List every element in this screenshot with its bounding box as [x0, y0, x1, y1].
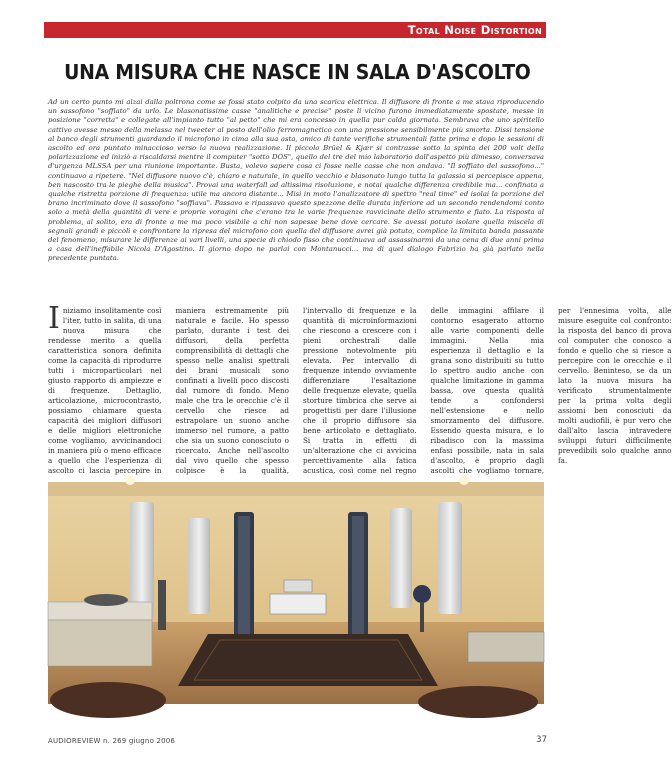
- article-title: UNA MISURA CHE NASCE IN SALA D'ASCOLTO: [64, 60, 531, 84]
- section-label: Total Noise Distortion: [407, 23, 542, 37]
- drop-cap: I: [48, 301, 60, 336]
- listening-room-illustration: [48, 482, 544, 704]
- article-body-text: niziamo insolitamente così l'iter, tutto in salita, di una nuova misura che rendesse merito a quella caratteristica sonora definita come la capacità di riprodurre tutti i microparticolari nel giusto rapporto di ampiezze e di frequenze. Dettaglio, articolazione, microcontrasto, possiamo chiamare questa capacità dei migliori diffusori e delle migliori elettroniche come vogliamo, avvicinandoci in maniera più o meno efficace a quello che l'esperienza di ascolto ci lascia percepire in maniera estremamente più naturale e facile. Ho spesso parlato, durante i test dei diffusori, della perfetta comprensibilità di dettagli che spesso nelle analisi spettrali dei brani musicali sono confinati a livelli poco discosti dal rumore di fondo. Meno male che tra le orecchie c'è il cervello che riesce ad estrapolare un suono anche immerso nel rumore, a patto che sia un suono conosciuto o ricercato. Anche nell'ascolto dal vivo quello che spesso colpisce è la qualità, l'intervallo di frequenze e la quantità di microinformazioni che riescono a crescere con i pieni orchestrali dalle pressione notevolmente più elevata. Per intervallo di frequenze intendo ovviamente differenziare l'esaltazione delle frequenze elevate, quella storture timbrica che serve ai progettisti per dare l'illusione che il proprio diffusore sia bene articolato e dettagliato. Si tratta in effetti di un'alterazione che ci avvicina percettivamente alla fatica acustica, così come nel regno delle immagini affilare il contorno esagerato attorno alle varie componenti delle immagini. Nella mia esperienza il dettaglio e la grana sono distribuiti su tutto lo spettro audio anche con qualche limitazione in gamma bassa, ove questa qualità tende a confondersi nell'estensione e nello smorzamento del diffusore. Essendo questa misura, e lo ribadisco con la massima enfasi possibile, nata in sala d'ascolto, è proprio dagli ascolti che vogliamo tornare, per l'ennesima volta, alle misure eseguite col confronto: la risposta del banco di prova col computer che conosco a fondo e quello che si riesce a percepire con le orecchie e il cervello. Beninteso, se da un lato la nuova misura ha verificato strumentalmente per la prima volta degli assiomi ben conosciuti da molti audiofili, è pur vero che dall'alto lascia intravedere sviluppi futuri difficilmente prevedibili solo qualche anno fa.: [48, 306, 672, 475]
- section-header-bar: [44, 22, 546, 38]
- article-intro: Ad un certo punto mi alzai dalla poltrona come se fossi stato colpito da una scarica elettrica. Il diffusore di fronte a me stava riproducendo un sassofono "soffiato" da urlo. Le blasonatissime casse "analitiche e precise" poste li vicino furono immediatamente spostate, messe in posizione "corretta" e collegate all'impianto tutto "al petto" che mi era concesso in quella pur calda giornata. Sembrava che uno spiritello cattivo avesse messo della melassa nel tweeter al posto dell'olio ferromagnetico con una pressione sensibilmente più smorta. Dissi tensione al banco degli strumenti guardando il microfono in cima alla sua asta, amico di tante verifiche strumentali fatte prima e dopo le sessioni di ascolto ed ora puntato minaccioso verso la nuova realizzazione. Il piccolo Brüel & Kjær si contrasse sotto la spinta dei 200 volt della polarizzazione ed iniziò a riscaldarsi mentre il computer "sotto DOS", quello del tre del mio laboratorio dall'aspetto più dimesso, conversava d'urgenza MLSSA per una riunione importante. Busta, volevo sapere cosa ci fosse nelle casse che non andava. "Il soffiato del sassofono..." continuavo a ripetere. "Nel diffusore nuovo c'è, chiaro e naturale, in quello vecchio e blasonato lungo tutta la galassia si percepisce appena, ben nascosto tra le pieghe della musica". Provai una waterfall ad altissima risoluzione, e notai qualche differenza credibile ma... confinata a qualche ristretta porzione di frequenza: utile ma ancora distante... Misi in moto l'analizzatore di spettro "real time" ed isolai la porzione del brano incriminato dove il sassofono "soffiava". Passavo e ripassavo questo spezzone delle durata inferiore ad un secondo rendendomi conto solo a metà della quantità di vere e proprie voragini che c'erano tra le varie frequenze ravvicinate dello strumento e fiato. La risposta al problema, al solito, era di fronte a me ma poco visibile a chi non sapesse bene dove cercare. Se avessi potuto isolare quella miscela di segnali grandi e piccoli e confrontare la ripresa del microfono con quella del diffusore avrei già potuto, complice la limitata banda passante del fenomeno, misurare le differenze ai vari livelli, una specie di chiodo fisso che continuava ad assassinarmi da una cena di due anni prima a casa dell'ineffabile Nicola D'Agostino. Il giorno dopo ne parlai con Montanucci... ma di quel dialogo Fabrizio ha già parlato nella precedente puntata.: [48, 98, 544, 263]
- footer-magazine-issue: AUDIOREVIEW n. 269 giugno 2006: [48, 737, 176, 745]
- footer-page-number: 37: [536, 735, 547, 745]
- article-body: [48, 301, 672, 482]
- listening-room-photo: [48, 482, 544, 704]
